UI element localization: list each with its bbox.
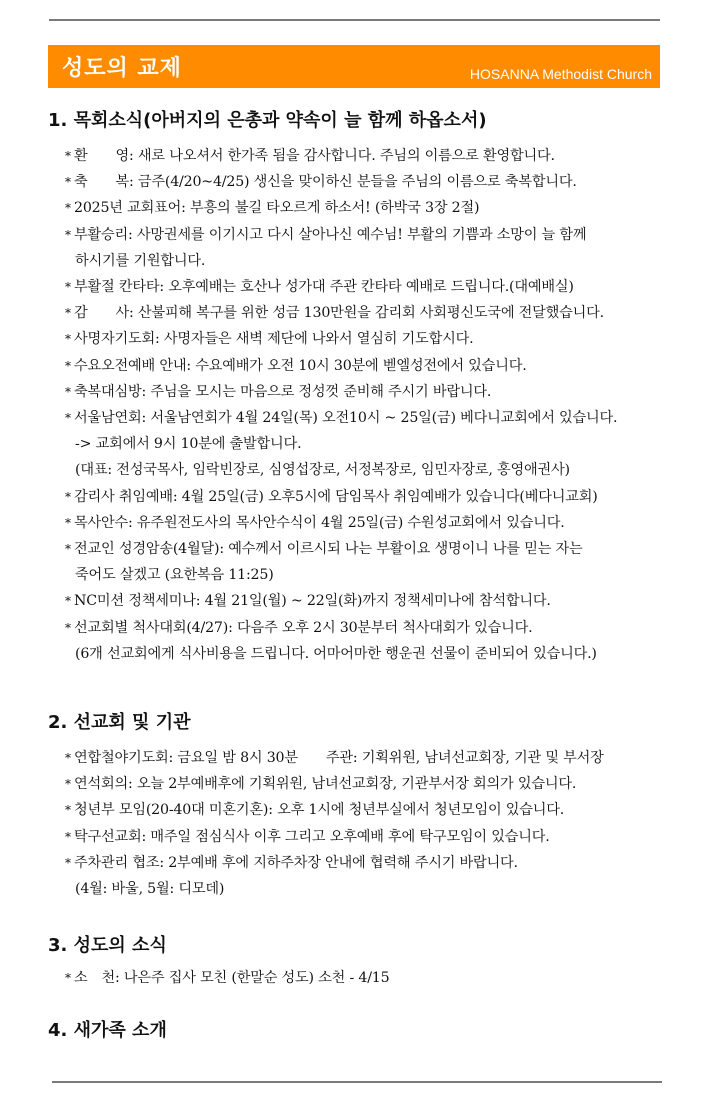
list-item bbox=[65, 617, 532, 637]
list-item-text: NC미션 정책세미나: 4월 21일(월) ~ 22일(화)까지 정책세미나에 참석합니다. bbox=[74, 593, 551, 610]
bullet-icon: * bbox=[65, 489, 71, 504]
list-item bbox=[65, 967, 389, 987]
list-item-text: 축복대심방: 주님을 모시는 마음으로 정성껏 준비해 주시기 바랍니다. bbox=[74, 383, 492, 400]
list-item bbox=[65, 512, 565, 532]
bullet-icon: * bbox=[65, 149, 71, 163]
bottom-divider bbox=[52, 1081, 662, 1083]
list-item bbox=[65, 590, 551, 610]
bullet-icon: * bbox=[65, 384, 71, 399]
list-item bbox=[65, 799, 564, 819]
bullet-icon: * bbox=[65, 201, 71, 216]
list-item-text: 2025년 교회표어: 부흥의 불길 타오르게 하소서! (하박국 3장 2절) bbox=[74, 200, 480, 217]
bullet-icon: * bbox=[65, 306, 71, 321]
list-item bbox=[75, 459, 570, 479]
bullet-icon: * bbox=[65, 227, 71, 242]
bullet-icon: * bbox=[65, 594, 71, 609]
section-title: 1. 목회소식(아버지의 은총과 약속이 늘 함께 하옵소서) bbox=[48, 110, 487, 131]
list-item-text: 목사안수: 유주원전도사의 목사안수식이 4월 25일(금) 수원성교회에서 있습니다. bbox=[74, 514, 565, 531]
bullet-icon: * bbox=[65, 751, 71, 765]
banner-title: 성도의 교제 bbox=[62, 56, 182, 81]
list-item-text: 환 영: 새로 나오셔서 한가족 됨을 감사합니다. 주님의 이름으로 환영합니다. bbox=[74, 148, 555, 164]
list-item-text: 부활승리: 사망권세를 이기시고 다시 살아나신 예수님! 부활의 기쁨과 소망이 늘 함께 bbox=[74, 226, 587, 243]
list-item bbox=[65, 355, 527, 375]
list-item-text: 청년부 모임(20-40대 미혼기혼): 오후 1시에 청년부실에서 청년모임이 있습니다. bbox=[74, 802, 565, 819]
list-item-text: (대표: 전성국목사, 임락빈장로, 심영섭장로, 서정복장로, 임민자장로, 홍영애권사) bbox=[75, 462, 570, 479]
list-item bbox=[65, 852, 518, 872]
list-item bbox=[65, 224, 586, 244]
bullet-icon: * bbox=[65, 803, 71, 818]
list-item bbox=[65, 747, 604, 767]
list-item-text: 사명자기도회: 사명자들은 새벽 제단에 나와서 열심히 기도합시다. bbox=[74, 331, 474, 348]
list-item bbox=[65, 197, 479, 217]
list-item-text: 수요오전예배 안내: 수요예배가 오전 10시 30분에 벧엘성전에서 있습니다. bbox=[74, 357, 527, 374]
section-title: 4. 새가족 소개 bbox=[48, 1020, 167, 1041]
bullet-icon: * bbox=[65, 358, 71, 373]
list-item bbox=[65, 826, 550, 846]
list-item-text: 죽어도 살겠고 (요한복음 11:25) bbox=[75, 567, 274, 584]
list-item bbox=[65, 302, 604, 322]
bullet-icon: * bbox=[65, 971, 71, 985]
list-item bbox=[65, 276, 574, 296]
list-item bbox=[65, 381, 491, 401]
list-item bbox=[65, 773, 576, 793]
list-item-text: -> 교회에서 9시 10분에 출발합니다. bbox=[75, 436, 302, 453]
bullet-icon: * bbox=[65, 332, 71, 347]
bullet-icon: * bbox=[65, 542, 71, 556]
list-item bbox=[75, 878, 224, 898]
list-item bbox=[65, 486, 598, 506]
bullet-icon: * bbox=[65, 777, 71, 792]
list-item bbox=[65, 407, 617, 427]
bullet-icon: * bbox=[65, 829, 71, 844]
list-item-text: 부활절 칸타타: 오후예배는 호산나 성가대 주관 칸타타 예배로 드립니다.(대예배실) bbox=[74, 279, 574, 295]
list-item bbox=[75, 433, 301, 453]
list-item bbox=[75, 643, 597, 663]
header-banner bbox=[48, 45, 660, 88]
list-item bbox=[75, 564, 274, 584]
list-item bbox=[65, 538, 583, 558]
list-item-text: 축 복: 금주(4/20~4/25) 생신을 맞이하신 분들을 주님의 이름으로 축복합니다. bbox=[74, 174, 577, 191]
bullet-icon: * bbox=[65, 280, 71, 294]
list-item-text: 선교회별 척사대회(4/27): 다음주 오후 2시 30분부터 척사대회가 있습니다. bbox=[74, 619, 533, 636]
list-item-text: 탁구선교회: 매주일 점심식사 이후 그리고 오후예배 후에 탁구모임이 있습니다. bbox=[74, 828, 550, 845]
list-item-text: 연석회의: 오늘 2부예배후에 기획위원, 남녀선교회장, 기관부서장 회의가 있습니다. bbox=[74, 776, 577, 793]
list-item-text: 주차관리 협조: 2부예배 후에 지하주차장 안내에 협력해 주시기 바랍니다. bbox=[74, 854, 518, 871]
list-item-text: 서울남연회: 서울남연회가 4월 24일(목) 오전10시 ~ 25일(금) 베다니교회에서 있습니다. bbox=[74, 410, 618, 426]
bullet-icon: * bbox=[65, 855, 71, 870]
list-item-text: 감 사: 산불피해 복구를 위한 성금 130만원을 감리회 사회평신도국에 전달했습니다. bbox=[74, 305, 604, 322]
list-item bbox=[65, 171, 577, 191]
top-divider bbox=[49, 19, 660, 21]
list-item bbox=[65, 145, 555, 165]
section-title: 2. 선교회 및 기관 bbox=[48, 712, 191, 733]
list-item bbox=[75, 250, 205, 270]
bullet-icon: * bbox=[65, 515, 71, 530]
bullet-icon: * bbox=[65, 411, 71, 425]
list-item-text: 연합철야기도회: 금요일 밤 8시 30분 주관: 기획위원, 남녀선교회장, 기관 및 부서장 bbox=[74, 750, 604, 766]
list-item bbox=[65, 328, 473, 348]
list-item-text: 감리사 취임예배: 4월 25일(금) 오후5시에 담임목사 취임예배가 있습니다(베다니교회) bbox=[74, 488, 598, 505]
bullet-icon: * bbox=[65, 620, 71, 635]
list-item-text: (6개 선교회에게 식사비용을 드립니다. 어마어마한 행운권 선물이 준비되어 있습니다.) bbox=[75, 645, 597, 662]
section-title: 3. 성도의 소식 bbox=[48, 935, 167, 956]
list-item-text: (4월: 바울, 5월: 디모데) bbox=[75, 881, 225, 897]
list-item-text: 하시기를 기원합니다. bbox=[75, 252, 206, 269]
church-name: HOSANNA Methodist Church bbox=[469, 66, 652, 82]
bullet-icon: * bbox=[65, 175, 71, 190]
list-item-text: 전교인 성경암송(4월달): 예수께서 이르시되 나는 부활이요 생명이니 나를 믿는 자는 bbox=[74, 541, 583, 557]
list-item-text: 소 천: 나은주 집사 모친 (한말순 성도) 소천 - 4/15 bbox=[74, 970, 390, 986]
